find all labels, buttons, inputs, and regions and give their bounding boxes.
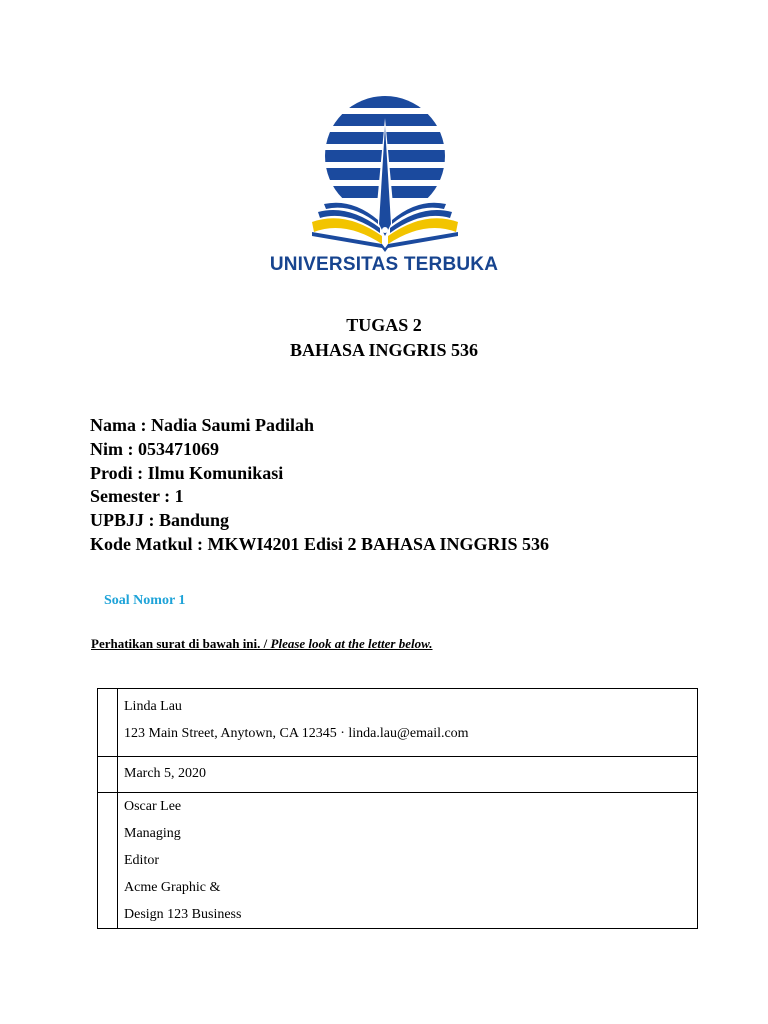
- letter-gutter: [98, 689, 118, 757]
- recipient-line: Managing: [124, 826, 181, 841]
- letter-table: [97, 688, 698, 929]
- recipient-line: Acme Graphic &: [124, 880, 221, 895]
- letter-date: March 5, 2020: [124, 766, 207, 781]
- recipient-line: Editor: [124, 853, 159, 868]
- letter-date-row: [98, 757, 698, 793]
- student-prodi: Prodi : Ilmu Komunikasi: [90, 462, 284, 483]
- student-info: [90, 414, 549, 557]
- letter-sender-cell: [118, 689, 698, 757]
- sender-name: Linda Lau: [124, 699, 182, 714]
- student-name: Nama : Nadia Saumi Padilah: [90, 415, 315, 435]
- assignment-title: TUGAS 2: [346, 315, 422, 335]
- student-upbjj: UPBJJ : Bandung: [90, 510, 230, 531]
- recipient-line: Oscar Lee: [124, 799, 182, 814]
- instruction-text: [91, 636, 433, 652]
- letter-gutter: [98, 793, 118, 929]
- letter-date-cell: [118, 757, 698, 793]
- student-nim: Nim : 053471069: [90, 438, 219, 459]
- letter-recipient-cell: [118, 793, 698, 929]
- question-heading: Soal Nomor 1: [104, 593, 186, 608]
- course-title: BAHASA INGGRIS 536: [289, 340, 479, 360]
- letter-gutter: [98, 757, 118, 793]
- course-code: Kode Matkul : MKWI4201 Edisi 2 BAHASA INGGRIS 536: [90, 533, 550, 554]
- universitas-terbuka-logo-icon: [300, 96, 470, 256]
- university-name: UNIVERSITAS TERBUKA: [269, 254, 499, 275]
- letter-sender-row: [98, 689, 698, 757]
- instruction-italic: Please look at the letter below.: [270, 636, 433, 651]
- instruction-plain: Perhatikan surat di bawah ini. /: [91, 636, 271, 651]
- sender-address: 123 Main Street, Anytown, CA 12345 · linda.lau@email.com: [124, 726, 469, 741]
- logo-stripe: [320, 96, 450, 108]
- letter-recipient-row: [98, 793, 698, 929]
- recipient-line: Design 123 Business: [124, 907, 242, 922]
- student-semester: Semester : 1: [90, 486, 184, 507]
